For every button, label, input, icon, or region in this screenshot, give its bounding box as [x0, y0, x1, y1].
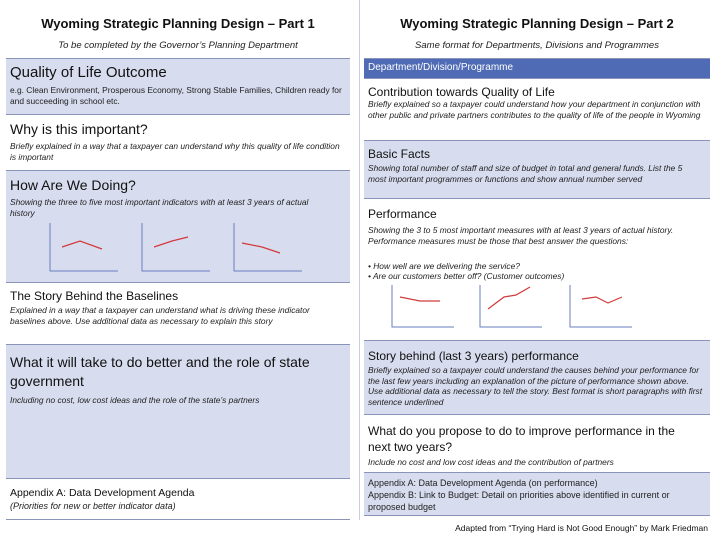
appendix-section	[6, 478, 350, 520]
perf-question-2: • Are our customers better off? (Customer outcomes)	[368, 271, 565, 281]
what-section	[6, 344, 350, 478]
measure-chart-1-axes	[392, 285, 454, 327]
measure-chart-2-axes	[480, 285, 542, 327]
story-desc: Explained in a way that a taxpayer can understand what is driving these indicator baselines above. Use additional data as necessary to explain this story	[10, 305, 310, 326]
perf-desc: Showing the 3 to 5 most important measures with at least 3 years of actual history. Performance measures must be those that best answer the questions:	[368, 225, 674, 246]
contrib-section	[364, 78, 710, 140]
facts-desc: Showing total number of staff and size of budget in total and general funds. List the 5 most important programmes or functions and show annual number served	[368, 163, 683, 184]
facts-title: Basic Facts	[368, 147, 431, 161]
part2-column	[364, 0, 710, 520]
part1-subtitle: To be completed by the Governor’s Planning Department	[58, 40, 298, 51]
perf-title: Performance	[368, 207, 437, 221]
what-title: What it will take to do better and the role of state government	[10, 354, 310, 389]
column-divider	[359, 0, 360, 520]
why-section	[6, 114, 350, 170]
dept-section	[364, 58, 710, 78]
indicator-chart-3-axes	[234, 223, 302, 271]
part2-subtitle: Same format for Departments, Divisions and Programmes	[415, 40, 659, 51]
story-title: The Story Behind the Baselines	[10, 289, 179, 303]
story-behind-desc: Briefly explained so a taxpayer could understand the causes behind your performance for the last few years including an explanation of the picture of performance shown above. Use additional data as necessary to tell the story. Best format is short paragraphs with first sentence underlined	[368, 365, 703, 407]
part2-title: Wyoming Strategic Planning Design – Part 2	[400, 16, 674, 31]
indicator-chart-3-line	[242, 243, 280, 253]
measure-chart-2-line	[488, 287, 530, 309]
indicator-chart-1-axes	[50, 223, 118, 271]
what-desc: Including no cost, low cost ideas and the role of the state’s partners	[10, 395, 260, 405]
contrib-title: Contribution towards Quality of Life	[368, 85, 555, 99]
part1-column	[6, 0, 350, 520]
improve-section	[364, 414, 710, 472]
dept-title: Department/Division/Programme	[368, 62, 514, 73]
contrib-desc: Briefly explained so a taxpayer could understand how your department in conjunction with other public and private partners contributes to the quality of life of the people in Wyoming	[368, 99, 701, 120]
how-section	[6, 170, 350, 282]
appendix-a: Appendix A: Data Development Agenda (on performance)	[368, 478, 598, 488]
indicator-chart-3	[232, 221, 304, 275]
perf-question-1: • How well are we delivering the service?	[368, 261, 520, 271]
perf-section	[364, 198, 710, 340]
improve-desc: Include no cost and low cost ideas and the contribution of partners	[368, 457, 614, 467]
story-behind-section	[364, 340, 710, 414]
quality-desc: e.g. Clean Environment, Prosperous Economy, Strong Stable Families, Children ready for and succeeding in school etc.	[10, 85, 342, 106]
facts-section	[364, 140, 710, 198]
story-section	[6, 282, 350, 344]
appendix-desc: (Priorities for new or better indicator data)	[10, 501, 176, 511]
improve-title: What do you propose to do to improve performance in the next two years?	[368, 424, 675, 454]
indicator-chart-1-line	[62, 241, 102, 249]
footer-credit: Adapted from “Trying Hard is Not Good Enough” by Mark Friedman	[455, 523, 708, 533]
measure-chart-3-axes	[570, 285, 632, 327]
why-title: Why is this important?	[10, 121, 148, 137]
why-desc: Briefly explained in a way that a taxpayer can understand why this quality of life condition is important	[10, 141, 340, 162]
quality-title: Quality of Life Outcome	[10, 64, 167, 81]
appendix-title: Appendix A: Data Development Agenda	[10, 487, 195, 499]
measure-chart-3-line	[582, 297, 622, 303]
indicator-chart-2-line	[154, 237, 188, 247]
indicator-chart-2-axes	[142, 223, 210, 271]
measure-chart-2	[478, 283, 544, 329]
how-desc: Showing the three to five most important indicators with at least 3 years of actual history	[10, 197, 309, 218]
appendix-part2-section	[364, 472, 710, 516]
quality-section	[6, 58, 350, 114]
appendix-b: Appendix B: Link to Budget: Detail on priorities above identified in current or proposed budget	[368, 490, 670, 512]
how-title: How Are We Doing?	[10, 177, 136, 193]
indicator-chart-2	[140, 221, 212, 275]
measure-chart-1	[390, 283, 456, 329]
story-behind-title: Story behind (last 3 years) performance	[368, 349, 579, 363]
indicator-chart-1	[48, 221, 120, 275]
part1-title: Wyoming Strategic Planning Design – Part 1	[41, 16, 315, 31]
measure-chart-3	[568, 283, 634, 329]
measure-chart-1-line	[400, 297, 440, 301]
